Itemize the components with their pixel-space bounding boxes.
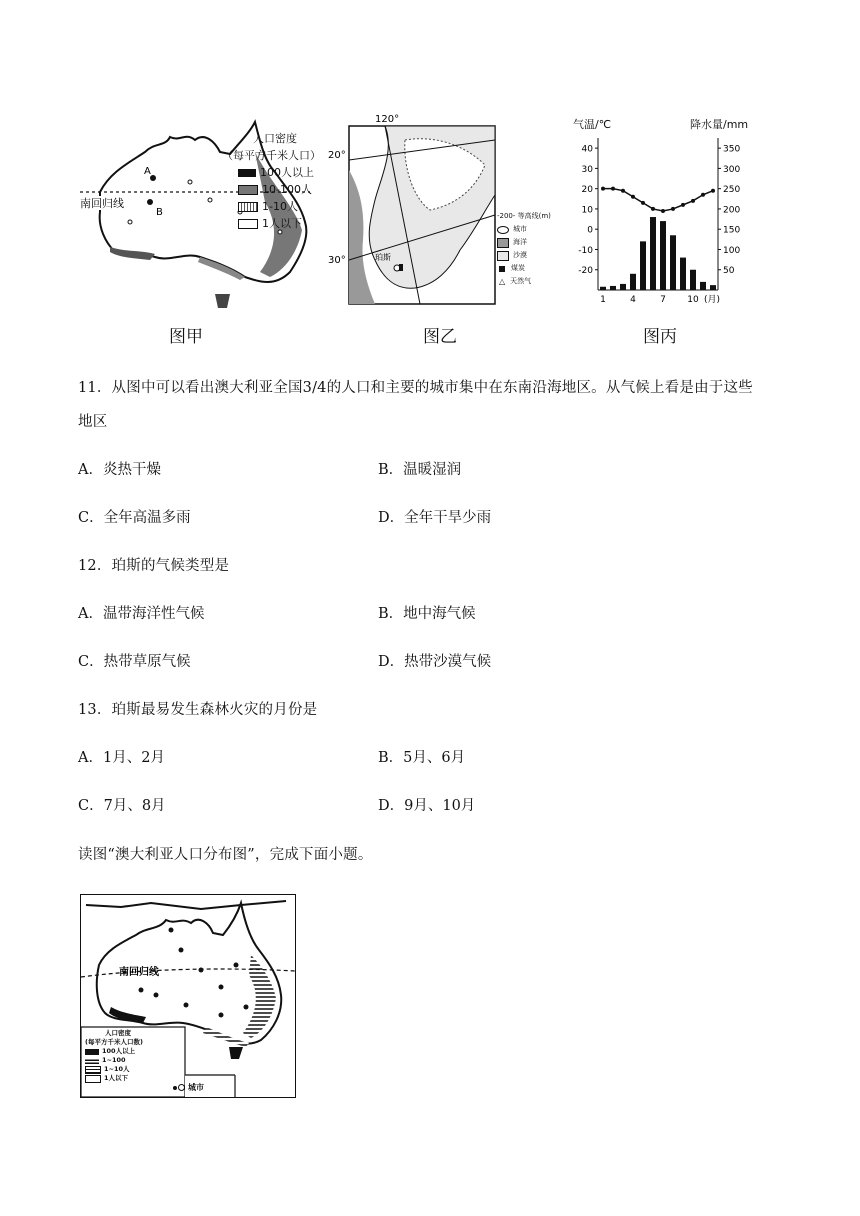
legend-swatch: [238, 219, 258, 229]
legend-swatch: [85, 1058, 99, 1064]
point-b-label: B: [156, 207, 163, 218]
temp-tick-label: 40: [581, 144, 593, 155]
section-instruction: 读图“澳大利亚人口分布图”，完成下面小题。: [78, 847, 373, 863]
q13-option-c[interactable]: C．7月、8月: [78, 798, 166, 814]
legend-swatch: [238, 202, 258, 212]
temperature-point: [711, 189, 715, 193]
legend-item: 1人以下: [85, 1074, 185, 1083]
temp-tick-label: 30: [581, 164, 593, 175]
temperature-point: [621, 189, 625, 193]
legend-item: -200- 等高线(m): [497, 212, 551, 220]
temperature-point: [611, 187, 615, 191]
temperature-point: [681, 203, 685, 207]
perth-label: 珀斯: [375, 253, 391, 262]
climate-chart: [570, 130, 760, 310]
legend-item: 煤炭: [497, 262, 587, 275]
map2-city-legend: 城市: [173, 1082, 204, 1093]
precip-tick-label: 150: [723, 225, 741, 236]
map2-legend: [85, 1029, 185, 1083]
legend-item: 100人以上: [238, 164, 348, 181]
precip-bar: [600, 287, 606, 290]
q13-option-d[interactable]: D．9月、10月: [378, 798, 476, 814]
q13-option-b[interactable]: B．5月、6月: [378, 750, 466, 766]
temperature-point: [631, 195, 635, 199]
caption-yi: 图乙: [423, 327, 457, 347]
q11-option-b[interactable]: B．温暖湿润: [378, 462, 462, 478]
tropic-label: 南回归线: [80, 197, 124, 210]
temperature-point: [691, 199, 695, 203]
legend-item: 海洋: [497, 236, 587, 249]
q12-option-b[interactable]: B．地中海气候: [378, 606, 476, 622]
lat-30-label: 30°: [328, 255, 346, 266]
lon-label: 120°: [375, 114, 400, 125]
temperature-point: [641, 201, 645, 205]
question-13-stem: 13．珀斯最易发生森林火灾的月份是: [78, 702, 318, 718]
precip-bar: [650, 217, 656, 290]
precip-tick-label: 200: [723, 205, 741, 216]
legend-item: 100人以上: [85, 1047, 185, 1056]
legend-item: 1~100: [85, 1056, 185, 1065]
city-symbol: [497, 226, 509, 234]
q12-option-a[interactable]: A．温带海洋性气候: [78, 606, 205, 622]
legend-swatch: [85, 1075, 101, 1083]
map2-legend-subtitle: (每平方千米人口数): [85, 1038, 143, 1046]
legend-item: 1人以下: [238, 215, 348, 232]
q12-option-c[interactable]: C．热带草原气候: [78, 654, 191, 670]
temp-tick-label: 0: [587, 225, 593, 236]
q11-option-d[interactable]: D．全年干旱少雨: [378, 510, 492, 526]
temp-tick-label: -20: [578, 266, 593, 277]
question-11-stem: 11．从图中可以看出澳大利亚全国3/4的人口和主要的城市集中在东南沿海地区。从气候上看是由于这些: [78, 380, 753, 396]
precip-bar: [670, 235, 676, 290]
gas-symbol: △: [499, 277, 506, 286]
precip-bar: [640, 241, 646, 290]
coal-symbol: [499, 266, 505, 272]
legend-swatch: [85, 1066, 101, 1074]
legend-swatch: [85, 1049, 99, 1055]
precip-bar: [610, 286, 616, 290]
caption-bing: 图丙: [643, 327, 677, 347]
point-a-label: A: [144, 166, 151, 177]
legend-item: 沙漠: [497, 249, 587, 262]
temp-tick-label: -10: [578, 245, 593, 256]
precip-bar: [700, 282, 706, 290]
caption-jia: 图甲: [169, 327, 203, 347]
x-tick-label: 1: [600, 295, 606, 305]
x-tick-label: 10: [687, 295, 699, 305]
legend-item: 城市: [497, 223, 587, 236]
x-tick-label: (月): [703, 295, 721, 305]
temperature-point: [661, 209, 665, 213]
figure-jia: [70, 112, 340, 312]
australia-population-map-2: [80, 894, 296, 1098]
city-dot-icon: [173, 1086, 177, 1090]
precip-axis-title: 降水量/mm: [690, 118, 749, 131]
legend-title: 人口密度: [253, 132, 297, 145]
temperature-point: [651, 207, 655, 211]
legend-item: 1-10人: [238, 198, 348, 215]
precip-bar: [690, 270, 696, 290]
temperature-point: [671, 207, 675, 211]
map2-tropic-label: 南回归线: [119, 967, 159, 978]
legend-item: 10-100人: [238, 181, 348, 198]
question-12-stem: 12．珀斯的气候类型是: [78, 558, 230, 574]
precip-tick-label: 100: [723, 245, 741, 256]
legend-item: 1~10人: [85, 1065, 185, 1074]
ocean-symbol: [497, 238, 509, 248]
legend-swatch: [238, 169, 256, 177]
precip-tick-label: 50: [723, 266, 735, 277]
precip-tick-label: 300: [723, 164, 741, 175]
precip-tick-label: 350: [723, 144, 741, 155]
question-11-stem-cont: 地区: [78, 414, 108, 430]
x-tick-label: 7: [660, 295, 666, 305]
temp-tick-label: 20: [581, 185, 593, 196]
precip-bar: [630, 274, 636, 290]
legend-item: △ 天然气: [499, 277, 532, 286]
temp-axis-title: 气温/℃: [573, 118, 612, 131]
q11-option-c[interactable]: C．全年高温多雨: [78, 510, 191, 526]
q12-option-d[interactable]: D．热带沙漠气候: [378, 654, 492, 670]
precip-bar: [620, 284, 626, 290]
temperature-point: [601, 187, 605, 191]
temp-tick-label: 10: [581, 205, 593, 216]
map2-legend-title: 人口密度: [105, 1029, 131, 1037]
precip-tick-label: 250: [723, 185, 741, 196]
precip-bar: [680, 258, 686, 290]
precip-bar: [710, 285, 716, 290]
temperature-line: [603, 189, 713, 211]
legend-swatch: [238, 185, 258, 195]
figure-yi: [325, 110, 575, 310]
desert-symbol: [497, 251, 509, 261]
lat-20-label: 20°: [328, 150, 346, 161]
q11-option-a[interactable]: A．炎热干燥: [78, 462, 161, 478]
x-tick-label: 4: [630, 295, 636, 305]
temperature-point: [701, 193, 705, 197]
legend-subtitle: （每平方千米人口）: [222, 149, 321, 162]
q13-option-a[interactable]: A．1月、2月: [78, 750, 165, 766]
precip-bar: [660, 221, 666, 290]
city-ring-icon: [178, 1084, 185, 1091]
